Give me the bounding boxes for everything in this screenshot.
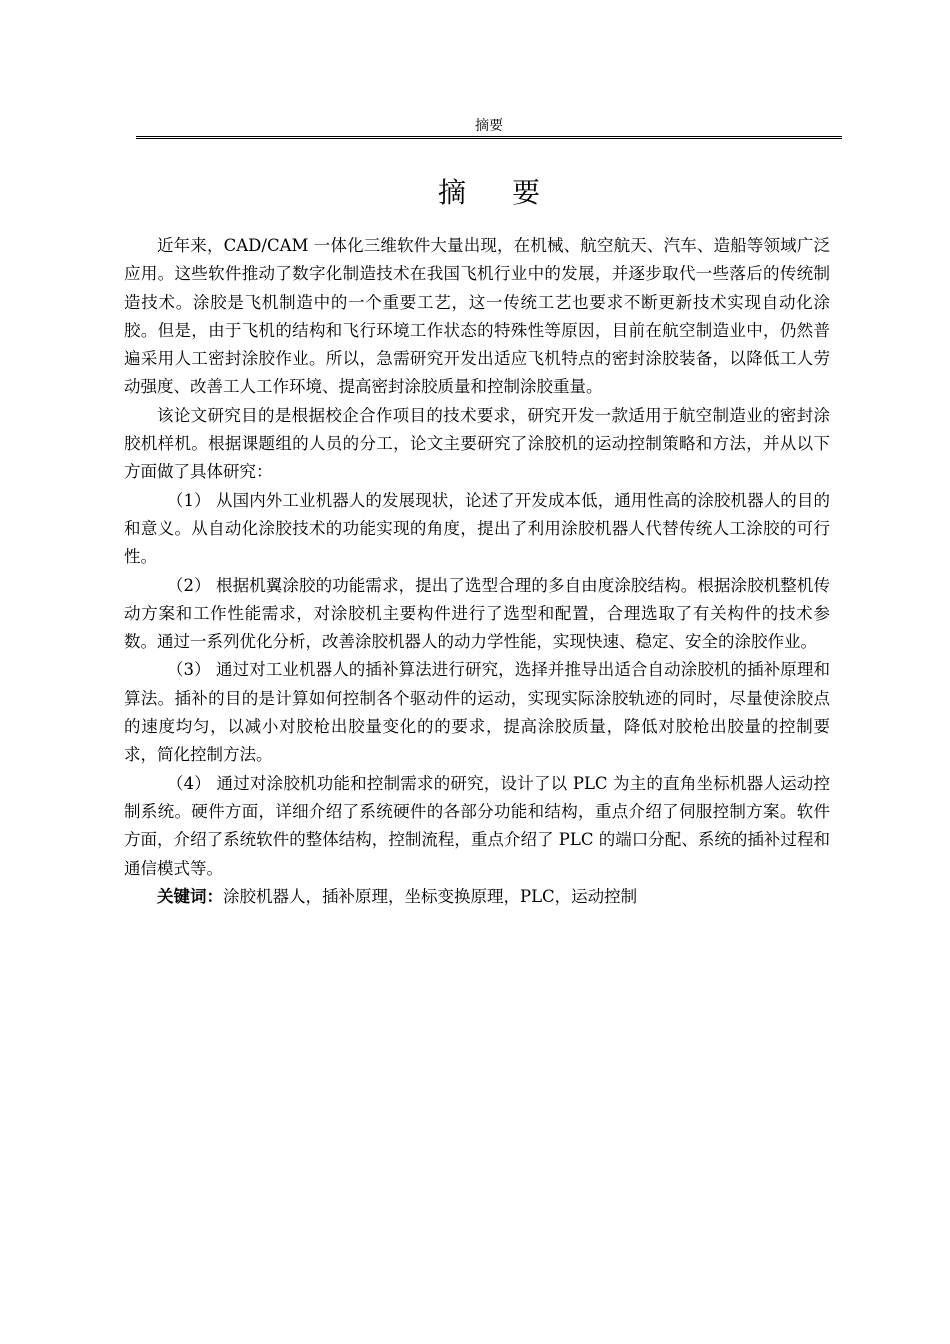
research-item-2: （2） 根据机翼涂胶的功能需求，提出了选型合理的多自由度涂胶结构。根据涂胶机整机传动方案和工作性能需求，对涂胶机主要构件进行了选型和配置，合理选取了有关构件的技术参数。通过一系列优化分析，改善涂胶机器人的动力学性能，实现快速、稳定、安全的涂胶作业。	[124, 575, 830, 652]
research-item-4: （4） 通过对涂胶机功能和控制需求的研究，设计了以 PLC 为主的直角坐标机器人运动控制系统。硬件方面，详细介绍了系统硬件的各部分功能和结构，重点介绍了伺服控制方案。软件方面，介绍了系统软件的整体结构，控制流程，重点介绍了 PLC 的端口分配、系统的插补过程和通信模式等。	[124, 773, 830, 878]
keywords-line	[124, 883, 830, 911]
header-rule	[136, 136, 842, 139]
abstract-body	[124, 232, 830, 911]
abstract-paragraph-1: 近年来，CAD/CAM 一体化三维软件大量出现，在机械、航空航天、汽车、造船等领域广泛应用。这些软件推动了数字化制造技术在我国飞机行业中的发展，并逐步取代一些落后的传统制造技术。涂胶是飞机制造中的一个重要工艺，这一传统工艺也要求不断更新技术实现自动化涂胶。但是，由于飞机的结构和飞行环境工作状态的特殊性等原因，目前在航空制造业中，仍然普遍采用人工密封涂胶作业。所以，急需研究开发出适应飞机特点的密封涂胶装备，以降低工人劳动强度、改善工人工作环境、提高密封涂胶质量和控制涂胶重量。	[124, 236, 830, 397]
running-header: 摘要	[475, 118, 503, 134]
page-title	[136, 172, 842, 214]
abstract-paragraph-2: 该论文研究目的是根据校企合作项目的技术要求，研究开发一款适用于航空制造业的密封涂胶机样机。根据课题组的人员的分工，论文主要研究了涂胶机的运动控制策略和方法，并从以下方面做了具体研究：	[124, 405, 830, 482]
keywords-label: 关键词：	[157, 886, 223, 906]
keywords-text: 涂胶机器人，插补原理，坐标变换原理，PLC，运动控制	[223, 886, 638, 906]
research-item-1: （1） 从国内外工业机器人的发展现状，论述了开发成本低，通用性高的涂胶机器人的目的和意义。从自动化涂胶技术的功能实现的角度，提出了利用涂胶机器人代替传统人工涂胶的可行性。	[124, 490, 830, 567]
research-item-3: （3） 通过对工业机器人的插补算法进行研究，选择并推导出适合自动涂胶机的插补原理和算法。插补的目的是计算如何控制各个驱动件的运动，实现实际涂胶轨迹的同时，尽量使涂胶点的速度均匀，以减小对胶枪出胶量变化的的要求，提高涂胶质量，降低对胶枪出胶量的控制要求，简化控制方法。	[124, 660, 830, 765]
title-char-2: 要	[512, 176, 541, 209]
title-char-1: 摘	[437, 176, 466, 209]
